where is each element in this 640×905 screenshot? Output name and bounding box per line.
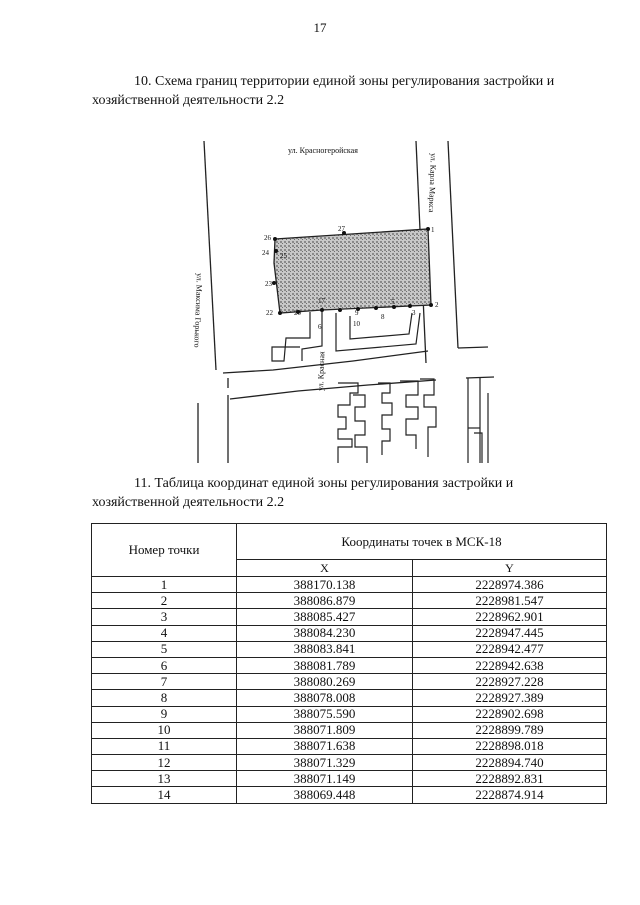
column-header-y: Y <box>412 560 606 577</box>
point-label: 27 <box>338 225 345 233</box>
x-coordinate-cell: 388075.590 <box>237 706 413 722</box>
point-label: 23 <box>265 280 272 288</box>
y-coordinate-cell: 2228942.477 <box>412 641 606 657</box>
buildings-bottom-right <box>338 378 488 463</box>
street-label-karla-marksa: ул. Карла Маркса <box>426 152 438 213</box>
y-coordinate-cell: 2228894.740 <box>412 755 606 771</box>
point-label: 9 <box>355 309 359 317</box>
street-label-krasnogeroyskaya: ул. Красногеройская <box>288 146 358 155</box>
x-coordinate-cell: 388086.879 <box>237 593 413 609</box>
street-label-maksima-gorkogo: ул. Максима Горького <box>192 272 204 348</box>
buildings-below-zone <box>272 312 420 361</box>
point-number-cell: 2 <box>92 593 237 609</box>
x-coordinate-cell: 388071.329 <box>237 755 413 771</box>
y-coordinate-cell: 2228927.389 <box>412 690 606 706</box>
x-coordinate-cell: 388080.269 <box>237 674 413 690</box>
point-label: 3 <box>412 309 416 317</box>
table-row <box>92 674 607 690</box>
point-label: 2 <box>435 301 439 309</box>
point-number-cell: 1 <box>92 577 237 593</box>
point-number-cell: 6 <box>92 657 237 673</box>
x-coordinate-cell: 388170.138 <box>237 577 413 593</box>
point-label: 6 <box>318 323 322 331</box>
y-coordinate-cell: 2228962.901 <box>412 609 606 625</box>
table-row <box>92 609 607 625</box>
point-number-cell: 14 <box>92 787 237 803</box>
y-coordinate-cell: 2228898.018 <box>412 738 606 754</box>
x-coordinate-cell: 388071.638 <box>237 738 413 754</box>
table-row <box>92 625 607 641</box>
table-row <box>92 641 607 657</box>
point-number-cell: 5 <box>92 641 237 657</box>
point-number-cell: 3 <box>92 609 237 625</box>
point-number-cell: 13 <box>92 771 237 787</box>
column-header-coordinates: Координаты точек в МСК-18 <box>237 524 607 560</box>
y-coordinate-cell: 2228927.228 <box>412 674 606 690</box>
point-number-cell: 4 <box>92 625 237 641</box>
point-label: 5 <box>391 298 395 306</box>
section-10-heading <box>92 72 612 110</box>
point-label: 1 <box>431 226 435 234</box>
column-header-point-number: Номер точки <box>92 524 237 577</box>
regulation-zone-area <box>274 229 431 313</box>
table-row <box>92 771 607 787</box>
page-number: 17 <box>313 20 327 35</box>
x-coordinate-cell: 388071.149 <box>237 771 413 787</box>
x-coordinate-cell: 388071.809 <box>237 722 413 738</box>
section-11-line-2: хозяйственной деятельности 2.2 <box>92 495 285 510</box>
y-coordinate-cell: 2228942.638 <box>412 657 606 673</box>
y-coordinate-cell: 2228892.831 <box>412 771 606 787</box>
y-coordinate-cell: 2228974.386 <box>412 577 606 593</box>
point-label: 24 <box>262 249 269 257</box>
point-number-cell: 7 <box>92 674 237 690</box>
table-row <box>92 722 607 738</box>
table-row <box>92 657 607 673</box>
point-number-cell: 8 <box>92 690 237 706</box>
point-label: 10 <box>353 320 360 328</box>
x-coordinate-cell: 388084.230 <box>237 625 413 641</box>
y-coordinate-cell: 2228899.789 <box>412 722 606 738</box>
section-10-line-1: 10. Схема границ территории единой зоны регулирования застройки и <box>134 74 555 89</box>
territory-scheme-map <box>188 133 498 463</box>
y-coordinate-cell: 2228947.445 <box>412 625 606 641</box>
point-number-cell: 10 <box>92 722 237 738</box>
point-label: 17 <box>318 297 325 305</box>
x-coordinate-cell: 388069.448 <box>237 787 413 803</box>
point-number-cell: 12 <box>92 755 237 771</box>
x-coordinate-cell: 388083.841 <box>237 641 413 657</box>
table-row <box>92 577 607 593</box>
y-coordinate-cell: 2228981.547 <box>412 593 606 609</box>
column-header-x: X <box>237 560 413 577</box>
table-row <box>92 706 607 722</box>
table-row <box>92 738 607 754</box>
point-label: 26 <box>264 234 271 242</box>
y-coordinate-cell: 2228874.914 <box>412 787 606 803</box>
coordinates-table <box>91 523 607 804</box>
x-coordinate-cell: 388078.008 <box>237 690 413 706</box>
point-number-cell: 11 <box>92 738 237 754</box>
point-label: 25 <box>280 252 287 260</box>
street-label-krasnaya: ул. Красная <box>316 351 327 392</box>
section-11-heading <box>92 474 612 512</box>
point-number-cell: 9 <box>92 706 237 722</box>
point-label: 20 <box>294 309 301 317</box>
section-11-line-1: 11. Таблица координат единой зоны регулирования застройки и <box>134 476 514 491</box>
table-row <box>92 690 607 706</box>
point-label: 22 <box>266 309 273 317</box>
point-label: 8 <box>381 313 385 321</box>
table-row <box>92 787 607 803</box>
x-coordinate-cell: 388081.789 <box>237 657 413 673</box>
table-row <box>92 755 607 771</box>
table-row <box>92 593 607 609</box>
section-10-line-2: хозяйственной деятельности 2.2 <box>92 93 285 108</box>
y-coordinate-cell: 2228902.698 <box>412 706 606 722</box>
x-coordinate-cell: 388085.427 <box>237 609 413 625</box>
